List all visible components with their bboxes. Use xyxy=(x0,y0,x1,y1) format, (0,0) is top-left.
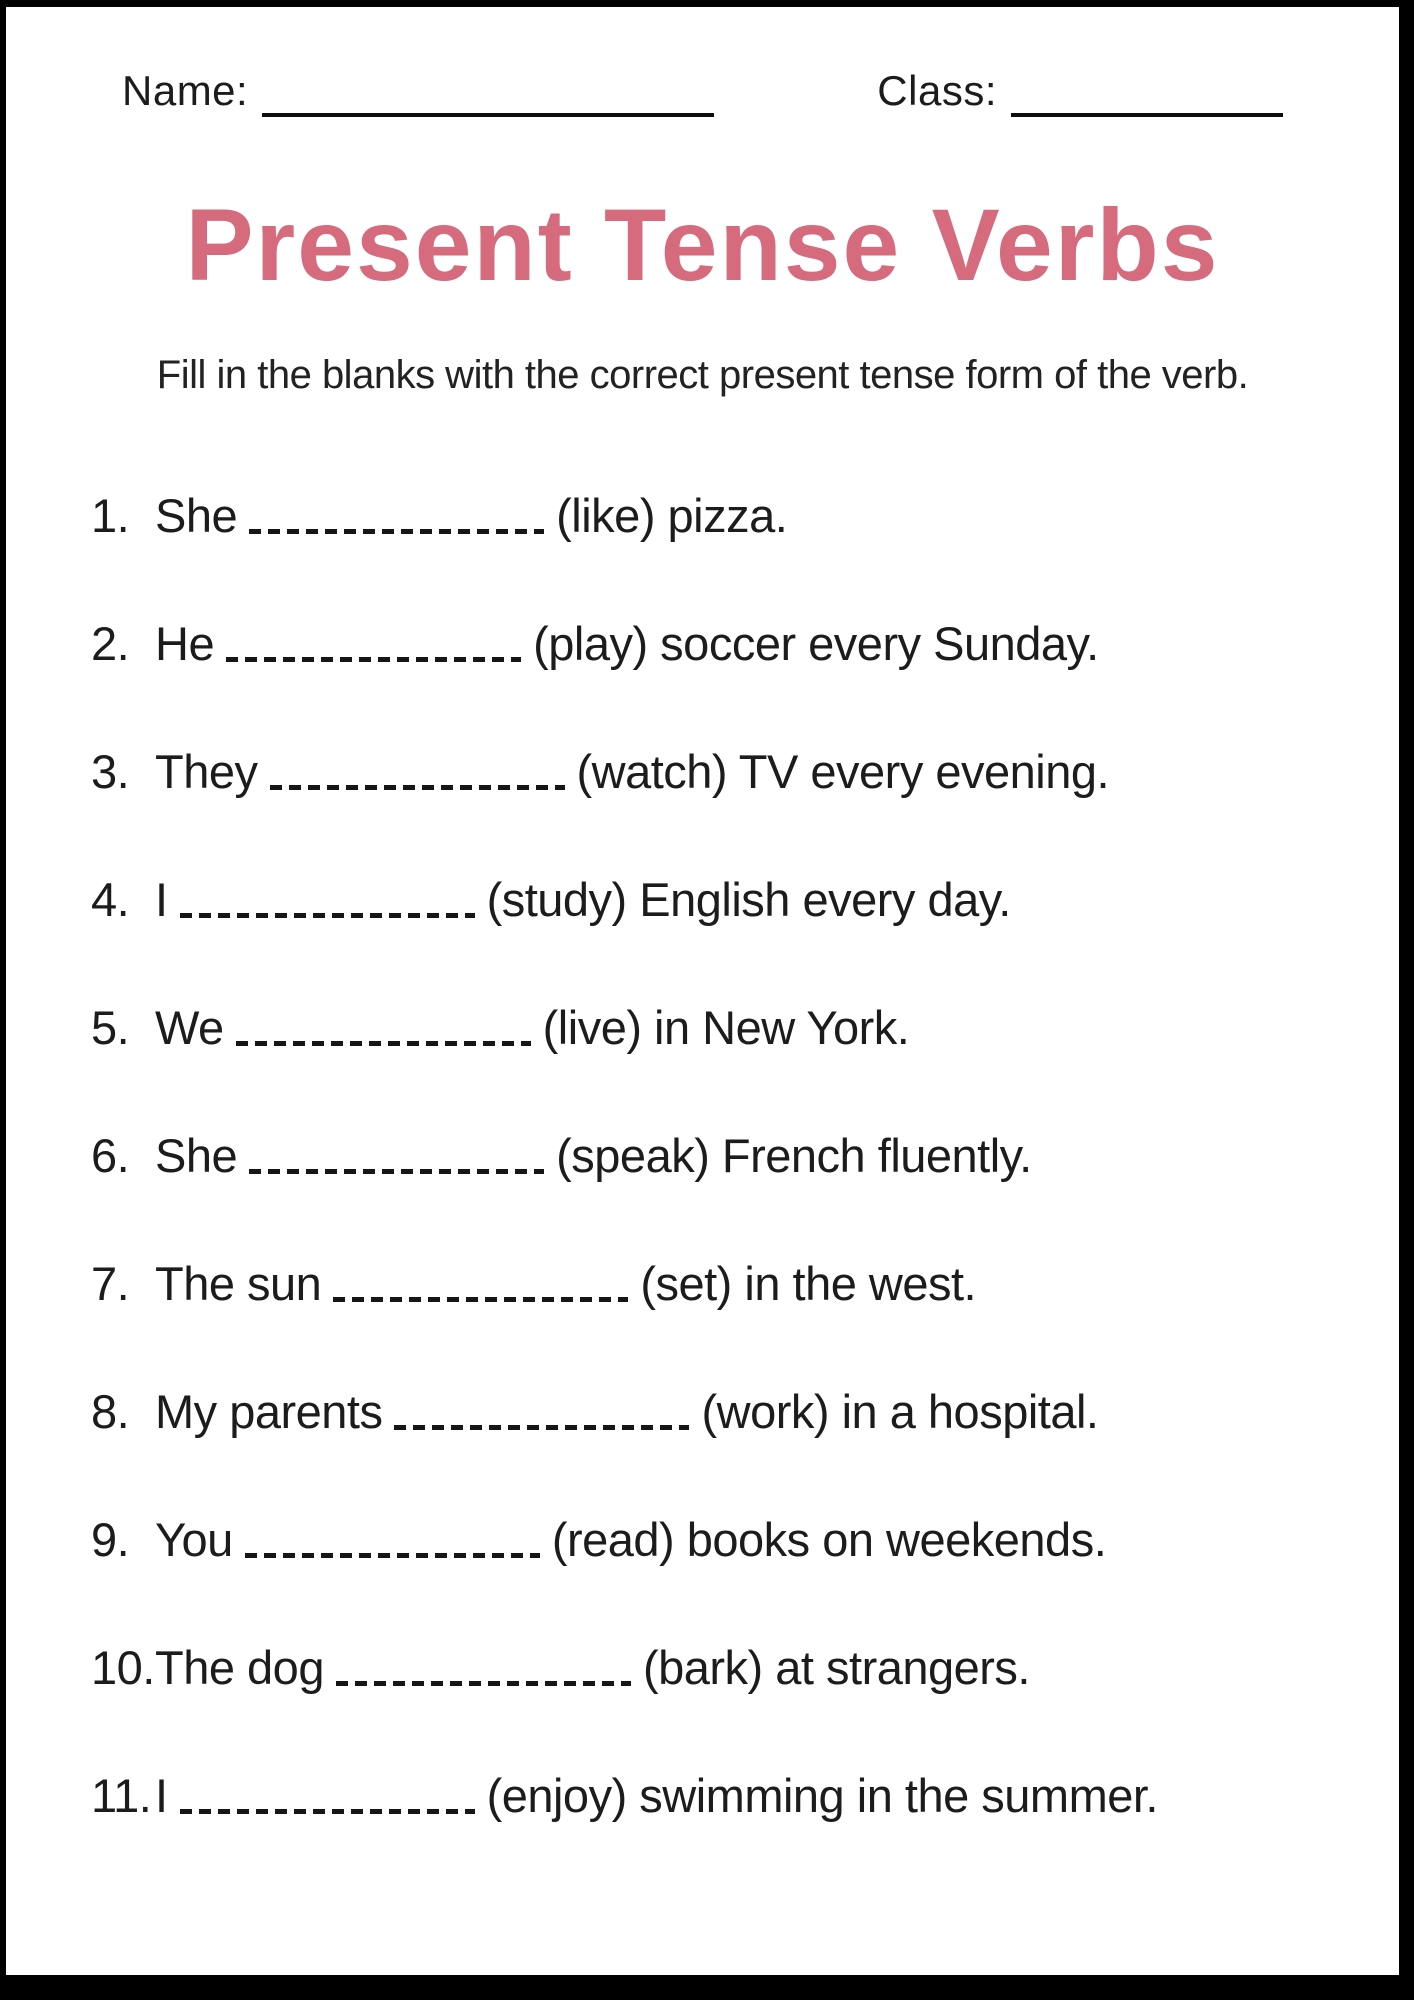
name-field-group xyxy=(122,67,714,117)
item-after: (read) books on weekends. xyxy=(551,1513,1107,1567)
item-text xyxy=(155,1642,1030,1694)
item-number: 2. xyxy=(91,617,130,671)
item-text xyxy=(155,746,1109,798)
item-text xyxy=(155,1514,1106,1566)
list-item xyxy=(91,1002,1359,1054)
item-number: 4. xyxy=(91,873,130,927)
list-item xyxy=(91,874,1359,926)
item-subject: She xyxy=(155,489,238,543)
class-field-group xyxy=(877,67,1283,117)
list-item xyxy=(91,618,1359,670)
answer-blank[interactable] xyxy=(336,1681,631,1686)
item-subject: My parents xyxy=(155,1385,383,1439)
answer-blank[interactable] xyxy=(226,657,521,662)
answer-blank[interactable] xyxy=(270,785,565,790)
item-after: (watch) TV every evening. xyxy=(576,745,1110,799)
item-number: 1. xyxy=(91,489,130,543)
list-item xyxy=(91,1130,1359,1182)
answer-blank[interactable] xyxy=(180,1809,475,1814)
name-write-line[interactable] xyxy=(262,113,714,117)
item-after: (bark) at strangers. xyxy=(642,1641,1030,1695)
item-text xyxy=(155,490,787,542)
list-item xyxy=(91,1770,1359,1822)
header xyxy=(122,67,1283,117)
item-after: (like) pizza. xyxy=(556,489,788,543)
answer-blank[interactable] xyxy=(394,1425,689,1430)
item-number: 5. xyxy=(91,1001,130,1055)
item-subject: They xyxy=(155,745,258,799)
item-after: (live) in New York. xyxy=(542,1001,910,1055)
instructions-text: Fill in the blanks with the correct present tense form of the verb. xyxy=(156,353,1249,398)
item-after: (play) soccer every Sunday. xyxy=(533,617,1099,671)
class-label: Class: xyxy=(877,67,997,114)
answer-blank[interactable] xyxy=(180,913,475,918)
item-subject: I xyxy=(155,873,168,927)
list-item xyxy=(91,746,1359,798)
list-item xyxy=(91,490,1359,542)
item-number: 9. xyxy=(91,1513,130,1567)
item-subject: He xyxy=(155,617,215,671)
item-number: 3. xyxy=(91,745,130,799)
item-text xyxy=(155,618,1099,670)
item-text xyxy=(155,1258,976,1310)
answer-blank[interactable] xyxy=(249,1169,544,1174)
item-number: 10. xyxy=(91,1641,155,1695)
item-subject: We xyxy=(155,1001,224,1055)
item-subject: The dog xyxy=(155,1641,324,1695)
item-number: 11. xyxy=(91,1769,152,1823)
item-subject: I xyxy=(155,1769,168,1823)
item-after: (set) in the west. xyxy=(640,1257,977,1311)
item-after: (work) in a hospital. xyxy=(701,1385,1099,1439)
item-text xyxy=(155,1002,909,1054)
worksheet-title: Present Tense Verbs xyxy=(185,188,1220,302)
answer-blank[interactable] xyxy=(245,1553,540,1558)
item-text xyxy=(155,1386,1098,1438)
item-after: (study) English every day. xyxy=(486,873,1011,927)
item-subject: She xyxy=(155,1129,238,1183)
class-write-line[interactable] xyxy=(1011,113,1283,117)
item-text xyxy=(155,1130,1032,1182)
answer-blank[interactable] xyxy=(333,1297,628,1302)
item-after: (enjoy) swimming in the summer. xyxy=(486,1769,1158,1823)
item-subject: You xyxy=(155,1513,233,1567)
name-label: Name: xyxy=(122,67,249,114)
list-item xyxy=(91,1258,1359,1310)
exercise-list xyxy=(6,490,1399,1822)
item-number: 8. xyxy=(91,1385,130,1439)
item-number: 7. xyxy=(91,1257,130,1311)
list-item xyxy=(91,1514,1359,1566)
answer-blank[interactable] xyxy=(249,529,544,534)
item-text xyxy=(155,874,1011,926)
answer-blank[interactable] xyxy=(236,1041,531,1046)
list-item xyxy=(91,1386,1359,1438)
list-item xyxy=(91,1642,1359,1694)
item-after: (speak) French fluently. xyxy=(556,1129,1032,1183)
item-text xyxy=(155,1770,1158,1822)
item-subject: The sun xyxy=(155,1257,322,1311)
item-number: 6. xyxy=(91,1129,130,1183)
